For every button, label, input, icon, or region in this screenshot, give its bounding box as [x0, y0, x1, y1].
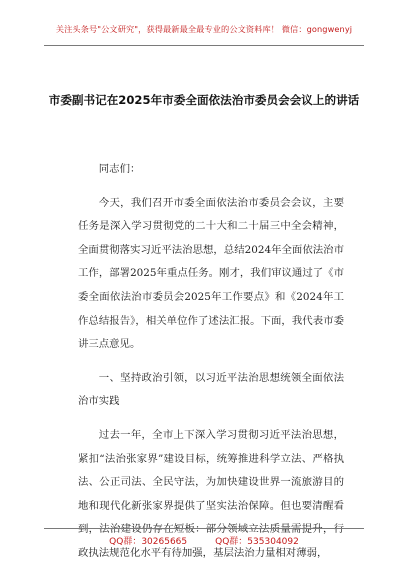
footer-contacts [44, 534, 364, 547]
document-body [78, 158, 344, 566]
body-paragraph: 过去一年，全市上下深入学习贯彻习近平法治思想，紧扣“法治张家界”建设目标，统筹推进科学立法、严格执法、公正司法、全民守法，为加快建设世界一流旅游目的地和现代化新张家界提供了坚实法治保障。但也要清醒看到，法治建设仍存在短板：部分领域立法质量需提升，行政执法规范化水平有待加强，基层法治力量相对薄弱， [78, 428, 344, 559]
section-heading: 一、坚持政治引领，以习近平法治思想统领全面依法治市实践 [78, 371, 344, 408]
salutation: 同志们： [98, 163, 141, 175]
footer-qq-group-2: QQ群：535304092 [215, 537, 299, 547]
footer-qq-group-1: QQ群：30265665 [109, 537, 188, 547]
footer-divider [44, 528, 364, 529]
document-title: 市委副书记在2025年市委全面依法治市委员会会议上的讲话 [48, 93, 360, 107]
body-paragraph: 今天，我们召开市委全面依法治市委员会会议，主要任务是深入学习贯彻党的二十大和二十届三中全会精神，全面贯彻落实习近平法治思想，总结2024年全面依法治市工作，部署2025年重点任务。刚才，我们审议通过了《市委全面依法治市委员会2025年工作要点》和《2024年工作总结报告》，相关单位作了述法汇报。下面，我代表市委讲三点意见。 [78, 196, 344, 351]
header-banner: 关注头条号"公文研究"，获得最新最全最专业的公文资料库！ 微信：gongwenyj [55, 24, 353, 34]
header-divider [44, 45, 364, 46]
